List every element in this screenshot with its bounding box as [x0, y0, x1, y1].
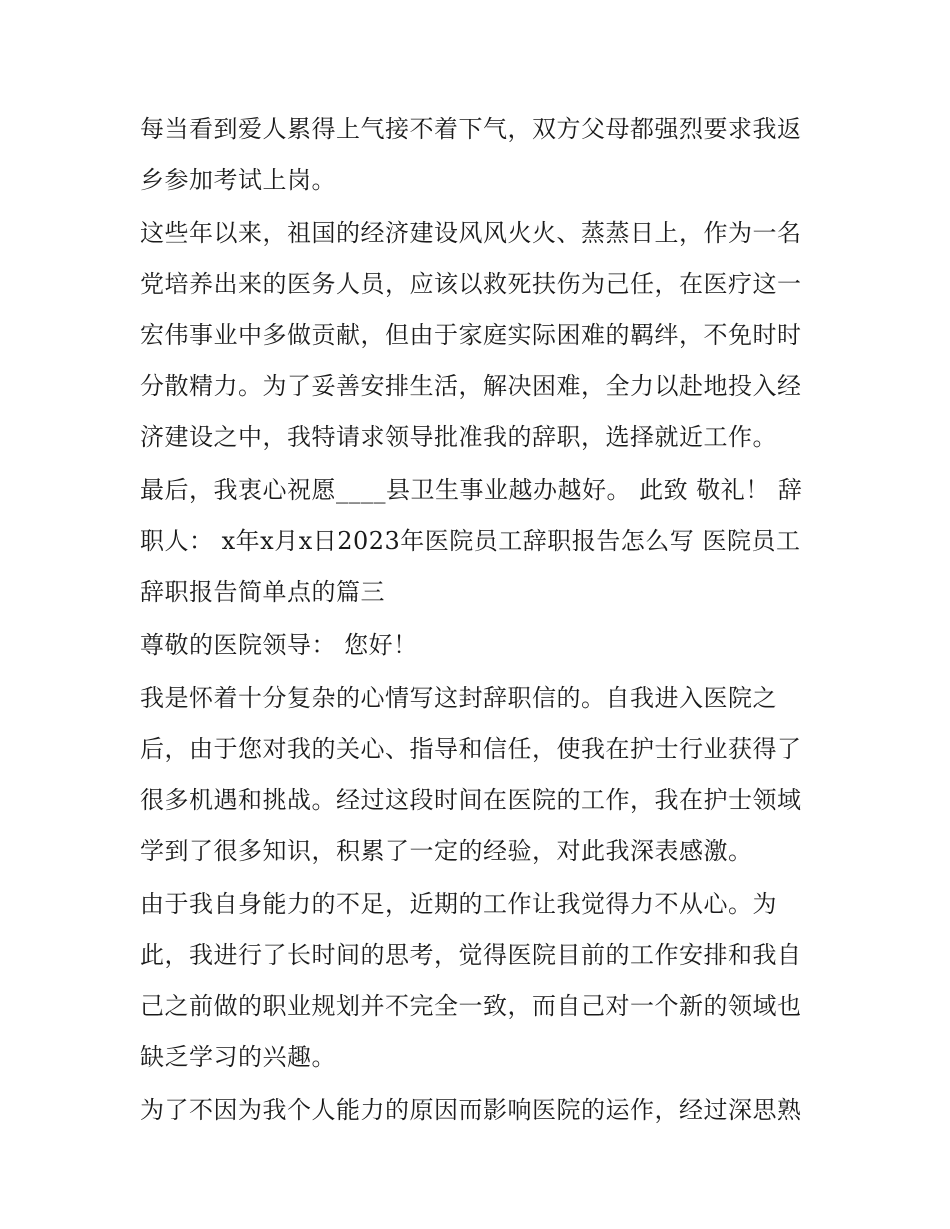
- paragraph: 最后，我衷心祝愿____县卫生事业越办越好。 此致 敬礼！ 辞职人： x年x月x日2023年医院员工辞职报告怎么写 医院员工辞职报告简单点的篇三: [140, 476, 803, 606]
- paragraph: 这些年以来，祖国的经济建设风风火火、蒸蒸日上，作为一名党培养出来的医务人员，应该以救死扶伤为己任，在医疗这一宏伟事业中多做贡献，但由于家庭实际困难的羁绊，不免时时分散精力。为了妥善安排生活，解决困难，全力以赴地投入经济建设之中，我特请求领导批准我的辞职，选择就近工作。: [140, 219, 802, 451]
- paragraph: 每当看到爱人累得上气接不着下气，双方父母都强烈要求我返乡参加考试上岗。: [140, 115, 802, 194]
- paragraph: 为了不因为我个人能力的原因而影响医院的运作，经过深思熟: [140, 1096, 802, 1124]
- document-body: [140, 104, 820, 1138]
- paragraph: 我是怀着十分复杂的心情写这封辞职信的。自我进入医院之后，由于您对我的关心、指导和信任，使我在护士行业获得了很多机遇和挑战。经过这段时间在医院的工作，我在护士领域学到了很多知识，积累了一定的经验，对此我深表感激。: [140, 684, 802, 865]
- salutation: 尊敬的医院领导： 您好！: [140, 631, 418, 659]
- paragraph: 由于我自身能力的不足，近期的工作让我觉得力不从心。为此，我进行了长时间的思考，觉得医院目前的工作安排和我自己之前做的职业规划并不完全一致，而自己对一个新的领域也缺乏学习的兴趣。: [140, 890, 802, 1071]
